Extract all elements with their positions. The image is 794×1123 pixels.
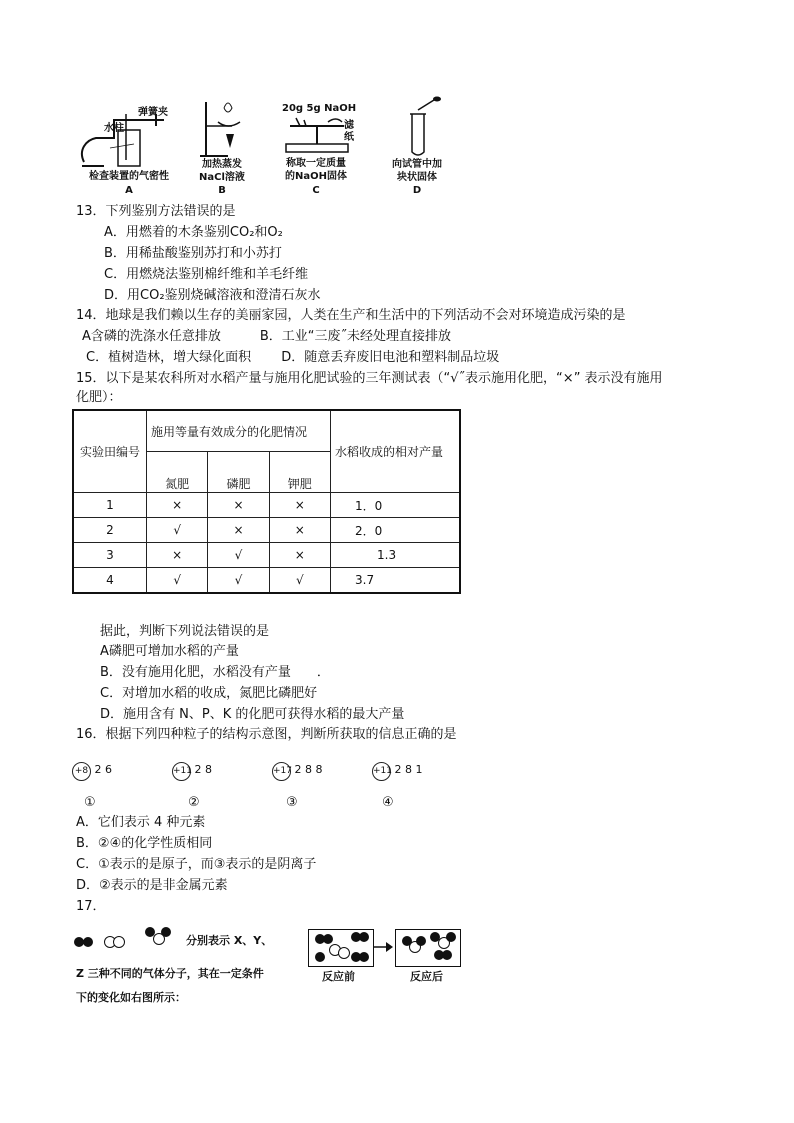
header-phosphorus: 磷肥: [208, 452, 269, 493]
shells: 2 6: [94, 763, 112, 776]
x-molecule-atom: [83, 937, 93, 947]
fertilizer-table: [72, 409, 461, 594]
letter-c: C: [312, 185, 320, 196]
x-atom: [359, 932, 369, 942]
q13-option-a: A．用燃着的木条鉴别CO₂和O₂: [104, 225, 283, 240]
filter-paper-label-1: 滤: [344, 120, 354, 131]
cell-potassium: ×: [269, 493, 330, 518]
cell-yield: 3.7: [331, 568, 461, 594]
table-row: [73, 543, 460, 568]
header-nitrogen: 氮肥: [147, 452, 208, 493]
label-spring-clip: 弹簧夹: [138, 107, 168, 118]
y-atom: [338, 947, 350, 959]
q17-line3: 下的变化如右图所示：: [76, 991, 186, 1004]
after-reaction-box: [395, 929, 461, 967]
cell-phosphorus: ×: [208, 493, 269, 518]
y-molecule-atom: [113, 936, 125, 948]
particle-label-1: ①: [84, 795, 96, 810]
cell-nitrogen: ×: [147, 543, 208, 568]
header-relative-yield: 水稻收成的相对产量: [331, 410, 461, 493]
caption-b-line2: NaCl溶液: [199, 172, 245, 183]
x-atom: [359, 952, 369, 962]
cell-yield: 1．0: [331, 493, 461, 518]
q17-number: 17．: [76, 899, 106, 914]
cell-potassium: √: [269, 568, 330, 594]
nucleus: +8: [72, 762, 91, 781]
cell-potassium: ×: [269, 518, 330, 543]
shells: 2 8: [194, 763, 212, 776]
q14-stem: 14．地球是我们赖以生存的美丽家园，人类在生产和生活中的下列活动不会对环境造成污染的是: [76, 308, 626, 323]
filter-paper-label-2: 纸: [344, 132, 354, 143]
cell-yield: 1.3: [331, 543, 461, 568]
x-atom: [442, 950, 452, 960]
q16-stem: 16．根据下列四种粒子的结构示意图，判断所获取的信息正确的是: [76, 727, 457, 742]
row-id: 1: [73, 493, 147, 518]
arrow-icon: [374, 941, 394, 953]
row-id: 2: [73, 518, 147, 543]
z-atom: [416, 936, 426, 946]
q16-option-a: A．它们表示 4 种元素: [76, 815, 206, 830]
caption-d-line1: 向试管中加: [392, 159, 442, 170]
particle-1: [72, 762, 112, 781]
row-id: 4: [73, 568, 147, 594]
shells: 2 8 8: [294, 763, 323, 776]
cell-nitrogen: √: [147, 518, 208, 543]
header-potassium: 钾肥: [269, 452, 330, 493]
q15-stem-line2: 化肥）：: [76, 390, 122, 405]
q13-stem: 13．下列鉴别方法错误的是: [76, 204, 236, 219]
cell-phosphorus: √: [208, 543, 269, 568]
q15-lead: 据此，判断下列说法错误的是: [100, 624, 270, 639]
after-label: 反应后: [410, 970, 443, 983]
q15-option-c: C．对增加水稻的收成，氮肥比磷肥好: [100, 686, 318, 701]
q15-option-a: A磷肥可增加水稻的产量: [100, 644, 239, 659]
header-fertilizer-group: 施用等量有效成分的化肥情况: [147, 410, 331, 452]
q15-option-b: B．没有施用化肥，水稻没有产量 ．: [100, 665, 330, 680]
caption-b-line1: 加热蒸发: [202, 159, 242, 170]
before-label: 反应前: [322, 970, 355, 983]
particle-label-4: ④: [382, 795, 394, 810]
cell-phosphorus: √: [208, 568, 269, 594]
label-water-column: 水柱: [104, 123, 124, 134]
cell-nitrogen: ×: [147, 493, 208, 518]
caption-d-line2: 块状固体: [397, 172, 437, 183]
q17-line2: Z 三种不同的气体分子，其在一定条件: [76, 967, 264, 980]
balance-drawing: [282, 114, 352, 154]
q15-option-d: D．施用含有 N、P、K 的化肥可获得水稻的最大产量: [100, 707, 405, 722]
table-row: [73, 493, 460, 518]
cell-potassium: ×: [269, 543, 330, 568]
q16-option-c: C．①表示的是原子，而③表示的是阴离子: [76, 857, 317, 872]
q17-line1: 分别表示 X、Y、: [186, 934, 273, 947]
nucleus: +17: [272, 762, 291, 781]
particle-4: [372, 762, 423, 781]
cell-yield: 2．0: [331, 518, 461, 543]
caption-c-line1: 称取一定质量: [286, 158, 346, 169]
q14-options-row2: C．植树造林，增大绿化面积 D．随意丢弃废旧电池和塑料制品垃圾: [86, 350, 500, 365]
x-atom: [315, 952, 325, 962]
test-tube-drawing: [404, 96, 444, 160]
z-molecule-atom: [161, 927, 171, 937]
nucleus: +11: [372, 762, 391, 781]
balance-label: 20g 5g NaOH: [282, 103, 357, 114]
caption-c-line2: 的NaOH固体: [285, 171, 347, 182]
q15-stem-line1: 15．以下是某农科所对水稻产量与施用化肥试验的三年测试表（“√˝表示施用化肥，“×” 表示没有施用: [76, 371, 663, 386]
q13-option-b: B．用稀盐酸鉴别苏打和小苏打: [104, 246, 282, 261]
q16-option-d: D．②表示的是非金属元素: [76, 878, 228, 893]
evaporation-apparatus-drawing: [198, 98, 248, 160]
letter-b: B: [218, 185, 226, 196]
particle-label-2: ②: [188, 795, 200, 810]
q13-option-c: C．用燃烧法鉴别棉纤维和羊毛纤维: [104, 267, 309, 282]
table-row: [73, 568, 460, 594]
particle-label-3: ③: [286, 795, 298, 810]
cell-nitrogen: √: [147, 568, 208, 594]
letter-a: A: [125, 185, 133, 196]
cell-phosphorus: ×: [208, 518, 269, 543]
z-atom: [446, 932, 456, 942]
header-field-number: 实验田编号: [73, 410, 147, 493]
particle-2: [172, 762, 212, 781]
q14-options-row1: A含磷的洗涤水任意排放 B．工业“三废˝未经处理直接排放: [82, 329, 452, 344]
q16-option-b: B．②④的化学性质相同: [76, 836, 213, 851]
shells: 2 8 1: [394, 763, 423, 776]
x-atom: [323, 934, 333, 944]
table-row: [73, 518, 460, 543]
caption-a: 检查装置的气密性: [89, 171, 169, 182]
before-reaction-box: [308, 929, 374, 967]
particle-3: [272, 762, 323, 781]
q13-option-d: D．用CO₂鉴别烧碱溶液和澄清石灰水: [104, 288, 321, 303]
letter-d: D: [412, 185, 422, 196]
nucleus: +11: [172, 762, 191, 781]
row-id: 3: [73, 543, 147, 568]
